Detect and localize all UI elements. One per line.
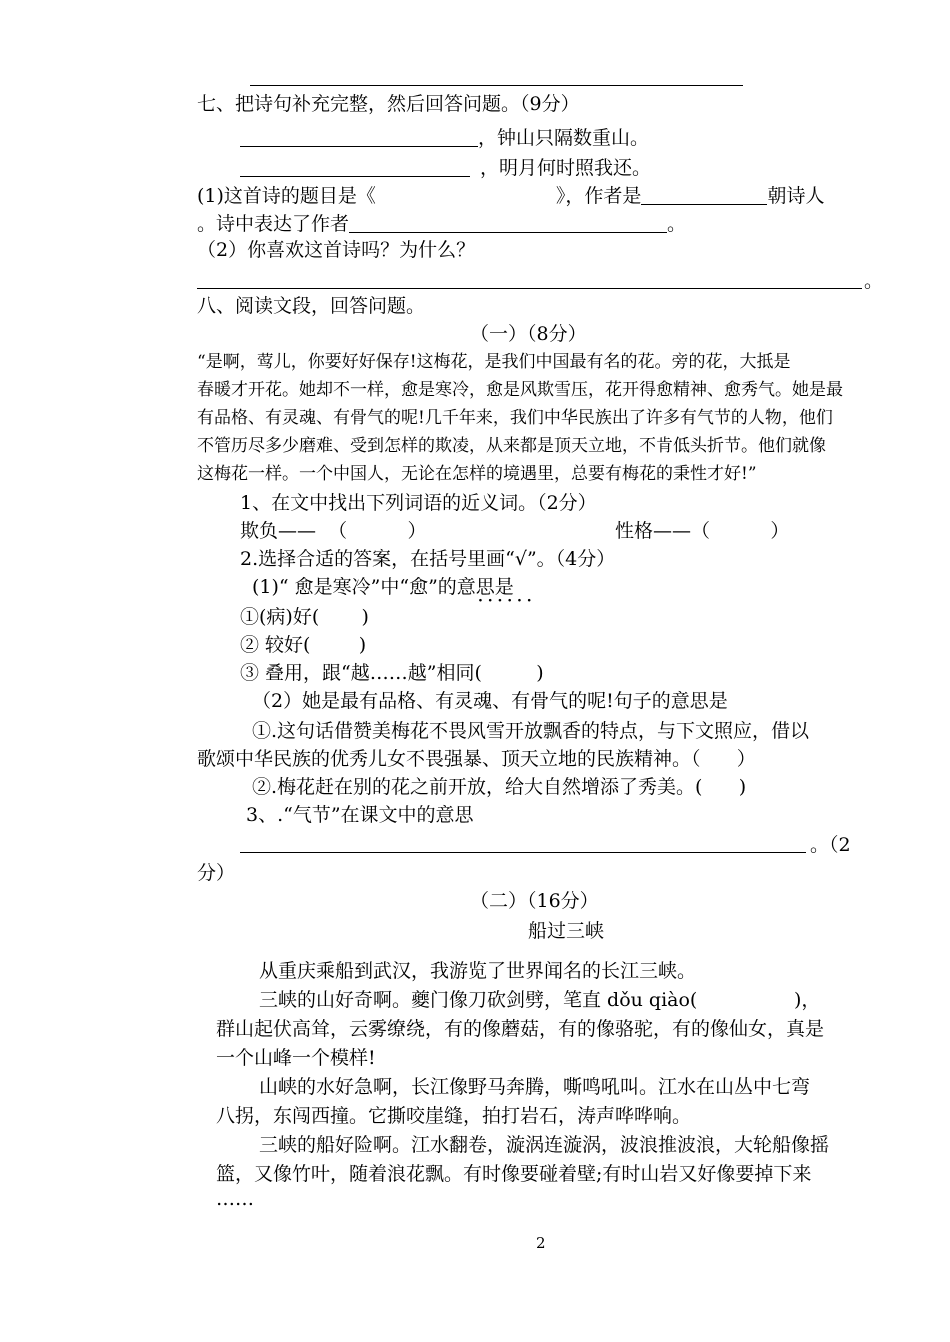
page-number: 2 (536, 1234, 546, 1252)
passage2-line-3: 群山起伏高耸，云雾缭绕，有的像蘑菇，有的像骆驼，有的像仙女，真是 (216, 1018, 825, 1040)
passage2-line-8: 篮，又像竹叶，随着浪花飘。有时像要碰着壁;有时山岩又好像要掉下来 (216, 1163, 812, 1185)
s8-question-1: 1、在文中找出下列词语的近义词。（2分） (240, 492, 597, 514)
option-2[interactable]: ② 较好( ) (240, 634, 367, 656)
q1-text-a: (1)这首诗的题目是《 (197, 185, 376, 207)
passage2-line-2: 三峡的山好奇啊。夔门像刀砍剑劈，笔直 dǒu qiào( )， (259, 989, 821, 1011)
passage2-line-4: 一个山峰一个模样! (216, 1047, 376, 1069)
s7-question-1-cont (197, 213, 686, 234)
passage1-line-4: 不管历尽多少磨难、受到怎样的欺凌，从来都是顶天立地，不肯低头折节。他们就像 (197, 436, 826, 456)
part2-header: （二）（16分） (470, 890, 599, 912)
answer-choice-1-line-1: ①.这句话借赞美梅花不畏风雪开放飘香的特点，与下文照应，借以 (252, 720, 810, 742)
s8-question-2: 2.选择合适的答案，在括号里画“√”。（4分） (240, 548, 616, 570)
author-blank[interactable] (641, 185, 767, 205)
part2-title: 船过三峡 (528, 920, 605, 942)
passage2-line-7: 三峡的船好险啊。江水翻卷，漩涡连漩涡，波浪推波浪，大轮船像摇 (259, 1134, 830, 1156)
poem-blank-2[interactable] (240, 157, 470, 177)
option-3[interactable]: ③ 叠用，跟“越……越”相同( ) (240, 662, 544, 684)
emphasis-dots: · · · · · · (478, 593, 532, 609)
q3-answer-end: 。（2 (810, 834, 851, 856)
q2-answer-line[interactable] (197, 288, 862, 289)
poem-blank-1[interactable] (240, 127, 478, 147)
q1-text-b: 》，作者是 (555, 185, 642, 207)
passage2-line-6: 八拐，东闯西撞。它撕咬崖缝，拍打岩石，涛声哗哗响。 (216, 1105, 692, 1127)
s8-question-3: 3、.“气节”在课文中的意思 (246, 804, 474, 826)
passage2-line-5: 山峡的水好急啊，长江像野马奔腾，嘶鸣吼叫。江水在山丛中七弯 (259, 1076, 811, 1098)
answer-choice-2[interactable]: ②.梅花赶在别的花之前开放，给大自然增添了秀美。( ) (252, 776, 747, 798)
q1-text-c: 朝诗人 (767, 185, 825, 207)
passage1-line-2: 春暖才开花。她却不一样，愈是寒冷，愈是风欺雪压，花开得愈精神、愈秀气。她是最 (197, 380, 843, 400)
option-1[interactable]: ①(病)好( ) (240, 606, 369, 628)
section8-title: 八、阅读文段，回答问题。 (197, 295, 426, 317)
q2-answer-end: 。 (864, 270, 884, 292)
passage2-line-9: …… (216, 1188, 254, 1210)
title-blank[interactable] (376, 186, 556, 205)
section7-title: 七、把诗句补充完整，然后回答问题。（9分） (197, 93, 580, 115)
feeling-blank[interactable] (349, 213, 667, 233)
part1-header: （一）（8分） (470, 323, 587, 345)
poem-line-2 (240, 157, 651, 178)
passage1-line-1: “是啊，莺儿，你要好好保存!这梅花，是我们中国最有名的花。旁的花，大抵是 (197, 352, 791, 372)
s8-question-2-2: （2）她是最有品格、有灵魂、有骨气的呢!句子的意思是 (252, 690, 728, 712)
answer-choice-1-line-2[interactable]: 歌颂中华民族的优秀儿女不畏强暴、顶天立地的民族精神。（ ） (197, 748, 756, 770)
passage1-line-3: 有品格、有灵魂、有骨气的呢!几千年来，我们中华民族出了许多有气节的人物，他们 (197, 408, 833, 428)
q1-text-d: 。诗中表达了作者 (197, 213, 350, 235)
poem-line-2-text: ，明月何时照我还。 (480, 157, 652, 179)
passage2-line-1: 从重庆乘船到武汉，我游览了世界闻名的长江三峡。 (259, 960, 697, 982)
q1-text-e: 。 (667, 213, 687, 235)
q3-answer-end-2: 分） (197, 862, 236, 884)
poem-line-1 (240, 127, 649, 148)
synonym-word-1: 欺负—— （ ） (240, 520, 427, 542)
q3-answer-line[interactable] (240, 852, 806, 853)
s8-question-2-1: (1)“ 愈是寒冷”中“愈”的意思是 (252, 576, 514, 598)
s7-question-2: （2）你喜欢这首诗吗？为什么？ (197, 239, 476, 261)
s7-question-1 (197, 185, 824, 206)
synonym-word-2: 性格——（ ） (615, 520, 790, 542)
answer-line-top (250, 85, 743, 86)
passage1-line-5: 这梅花一样。一个中国人，无论在怎样的境遇里，总要有梅花的秉性才好!” (197, 464, 757, 484)
poem-line-1-text: ，钟山只隔数重山。 (478, 127, 650, 149)
